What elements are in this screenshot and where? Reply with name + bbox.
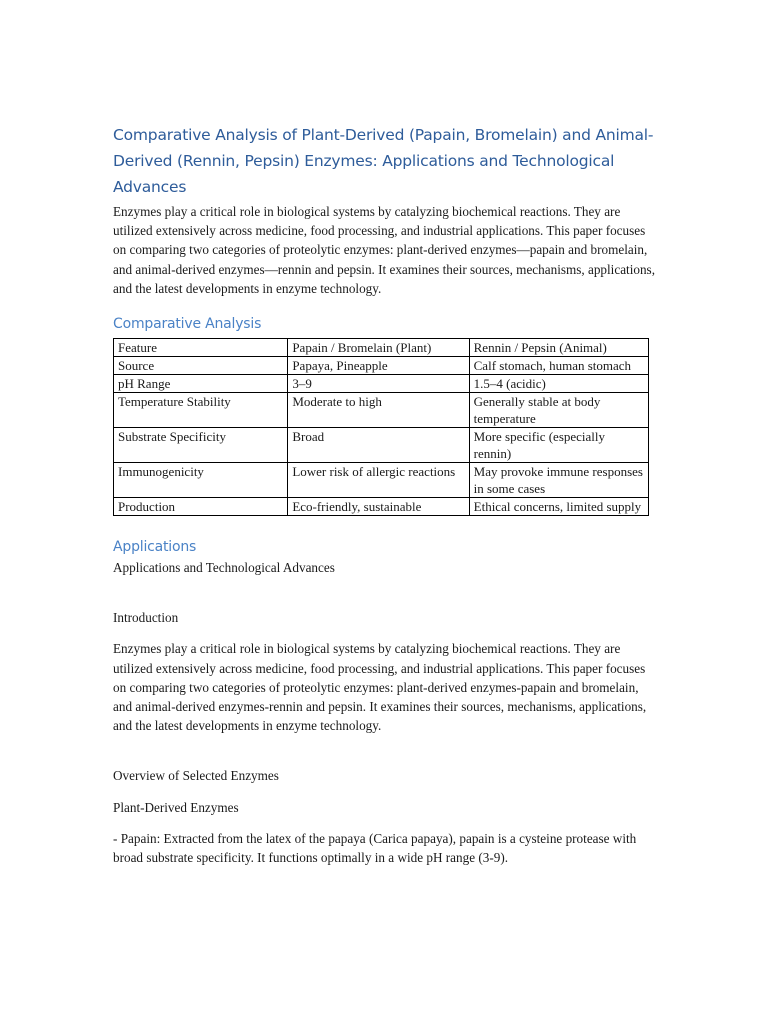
applications-subtitle: Applications and Technological Advances (113, 560, 335, 576)
table-cell: May provoke immune responses in some cases (469, 463, 648, 498)
overview-label: Overview of Selected Enzymes (113, 768, 279, 784)
introduction-paragraph: Enzymes play a critical role in biological systems by catalyzing biochemical reactions. They are utilized extensively across medicine, food processing, and industrial applications. This paper focuses on comparing two categories of proteolytic enzymes: plant-derived enzymes-papain and bromelain, and animal-derived enzymes-rennin and pepsin. It examines their sources, mechanisms, applications, and the latest developments in enzyme technology. (113, 641, 647, 734)
table-cell: More specific (especially rennin) (469, 428, 648, 463)
table-cell: Source (114, 357, 288, 375)
table-cell: Temperature Stability (114, 393, 288, 428)
table-cell: Substrate Specificity (114, 428, 288, 463)
comparative-analysis-heading: Comparative Analysis (113, 316, 262, 333)
table-header-row (114, 339, 649, 357)
plant-derived-label: Plant-Derived Enzymes (113, 799, 239, 815)
table-cell: Moderate to high (288, 393, 469, 428)
table-row (114, 393, 649, 428)
table-cell: pH Range (114, 375, 288, 393)
table-header-cell: Rennin / Pepsin (Animal) (469, 339, 648, 357)
document-page (113, 122, 658, 867)
applications-heading: Applications (113, 539, 197, 556)
papain-paragraph: - Papain: Extracted from the latex of the papaya (Carica papaya), papain is a cysteine protease with broad substrate specificity. It functions optimally in a wide pH range (3-9). (113, 830, 637, 866)
table-cell: 3–9 (288, 375, 469, 393)
table-row (114, 375, 649, 393)
document-title: Comparative Analysis of Plant-Derived (Papain, Bromelain) and Animal-Derived (Rennin, Pepsin) Enzymes: Applications and Technological Advances (113, 126, 654, 196)
table-cell: Broad (288, 428, 469, 463)
table-cell: Papaya, Pineapple (288, 357, 469, 375)
table-cell: Ethical concerns, limited supply (469, 498, 648, 516)
introduction-label: Introduction (113, 610, 179, 626)
table-cell: Calf stomach, human stomach (469, 357, 648, 375)
table-cell: Immunogenicity (114, 463, 288, 498)
table-row (114, 357, 649, 375)
table-cell: Production (114, 498, 288, 516)
table-header-cell: Papain / Bromelain (Plant) (288, 339, 469, 357)
comparison-table (113, 338, 649, 516)
intro-paragraph: Enzymes play a critical role in biological systems by catalyzing biochemical reactions. They are utilized extensively across medicine, food processing, and industrial applications. This paper focuses on comparing two categories of proteolytic enzymes: plant-derived enzymes—papain and bromelain, and animal-derived enzymes—rennin and pepsin. It examines their sources, mechanisms, applications, and the latest developments in enzyme technology. (113, 204, 655, 296)
table-cell: 1.5–4 (acidic) (469, 375, 648, 393)
table-row (114, 498, 649, 516)
table-cell: Generally stable at body temperature (469, 393, 648, 428)
table-cell: Lower risk of allergic reactions (288, 463, 469, 498)
table-cell: Eco-friendly, sustainable (288, 498, 469, 516)
table-row (114, 463, 649, 498)
table-row (114, 428, 649, 463)
table-header-cell: Feature (114, 339, 288, 357)
